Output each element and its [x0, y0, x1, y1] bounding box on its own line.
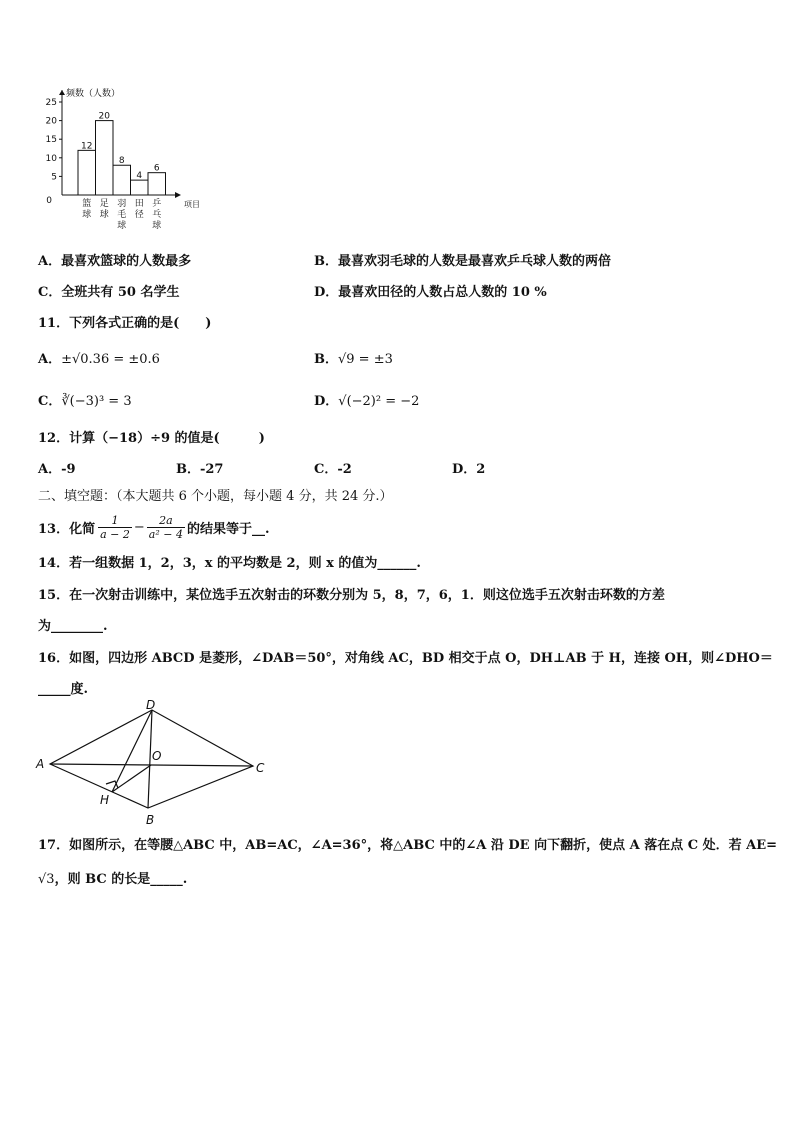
- section-heading-fill-in: 二、填空题：（本大题共 6 个小题，每小题 4 分，共 24 分.）: [38, 489, 393, 504]
- y-tick-label: 0: [46, 196, 52, 206]
- x-tick-label: 乒: [152, 199, 162, 209]
- bar-value-label: 6: [153, 163, 160, 174]
- question-15-line-1: 15．在一次射击训练中，某位选手五次射击的环数分别为 5，8，7，6，1．则这位选手五次射击环数的方差: [38, 588, 665, 603]
- q11-option-c-formula: ∛(−3)³ = 3: [61, 394, 132, 409]
- q13-fraction-2-numerator: 2a: [147, 514, 185, 528]
- q13-fraction-2-denominator: a² − 4: [148, 527, 183, 541]
- q11-option-c-label: C．: [38, 394, 62, 409]
- question-13: [38, 510, 270, 544]
- bar-chart: [30, 82, 230, 242]
- question-16-line-2: _____度.: [38, 682, 89, 697]
- q17-line-2-text: ，则 BC 的长是_____.: [54, 872, 188, 887]
- y-axis-label: 频数（人数）: [66, 89, 121, 99]
- q13-prefix: 13．化简: [38, 521, 96, 537]
- segment-dh: [112, 710, 152, 792]
- y-tick-label: 25: [45, 98, 57, 108]
- q13-fraction-1: [98, 514, 132, 541]
- x-tick-label: 乓: [152, 210, 162, 220]
- x-axis-label: 项目: [184, 200, 200, 209]
- bar: [131, 180, 149, 195]
- q11-option-a-label: A．: [38, 352, 62, 367]
- q10-option-c[interactable]: C．全班共有 50 名学生: [38, 285, 180, 300]
- bar: [113, 165, 131, 195]
- vertex-label-c: C: [256, 761, 265, 775]
- q10-option-d[interactable]: D．最喜欢田径的人数占总人数的 10 %: [314, 285, 547, 300]
- q10-option-b[interactable]: B．最喜欢羽毛球的人数是最喜欢乒乓球人数的两倍: [314, 254, 611, 269]
- vertex-label-b: B: [146, 813, 155, 827]
- x-tick-label: 球: [99, 210, 109, 220]
- question-11-stem: 11．下列各式正确的是( ): [38, 316, 212, 331]
- y-tick-label: 20: [45, 116, 57, 127]
- vertex-label-a: A: [36, 757, 45, 771]
- q10-option-a[interactable]: A．最喜欢篮球的人数最多: [38, 254, 192, 269]
- question-16-line-1: 16．如图，四边形 ABCD 是菱形，∠DAB＝50°，对角线 AC，BD 相交于点 O，DH⊥AB 于 H，连接 OH，则∠DHO＝: [38, 651, 773, 666]
- q11-option-c[interactable]: [38, 390, 132, 409]
- q11-option-d-label: D．: [314, 394, 339, 409]
- q13-minus-sign: −: [133, 519, 145, 535]
- q12-option-a[interactable]: A．-9: [38, 462, 76, 477]
- bar: [78, 150, 96, 195]
- x-tick-label: 球: [117, 221, 127, 231]
- q13-fraction-1-denominator: a − 2: [100, 527, 130, 541]
- bar-value-label: 20: [98, 111, 110, 122]
- q12-option-b[interactable]: B．-27: [176, 462, 224, 477]
- q11-option-d[interactable]: [314, 390, 419, 409]
- point-label-o: O: [152, 749, 162, 763]
- q11-option-b-label: B．: [314, 352, 338, 367]
- q11-option-a-formula: ±√0.36 = ±0.6: [61, 352, 160, 367]
- x-axis-arrow: [175, 192, 181, 198]
- x-tick-label: 羽: [117, 199, 127, 209]
- point-label-h: H: [100, 793, 110, 807]
- y-tick-label: 15: [45, 135, 57, 146]
- x-tick-label: 球: [152, 221, 162, 231]
- q12-option-c[interactable]: C．-2: [314, 462, 352, 477]
- rhombus-figure: [30, 698, 280, 828]
- q11-option-b[interactable]: [314, 348, 393, 367]
- question-17-line-2: [38, 868, 187, 887]
- y-axis-arrow: [59, 90, 65, 95]
- x-tick-label: 径: [134, 210, 144, 220]
- diagonal-ac: [50, 764, 253, 766]
- bar-value-label: 4: [136, 171, 143, 182]
- bar: [96, 121, 114, 195]
- q11-option-d-formula: √(−2)² = −2: [338, 394, 420, 409]
- bar: [148, 173, 166, 195]
- x-tick-label: 足: [99, 199, 109, 209]
- x-tick-label: 球: [82, 210, 92, 220]
- q17-sqrt3: √3: [38, 872, 55, 887]
- y-tick-label: 5: [51, 172, 57, 183]
- q13-fraction-2: [147, 514, 185, 541]
- q13-suffix: 的结果等于__.: [186, 521, 270, 537]
- x-tick-label: 田: [134, 199, 144, 209]
- y-tick-label: 10: [45, 153, 57, 164]
- q12-option-d[interactable]: D．2: [452, 462, 486, 477]
- bar-value-label: 8: [118, 156, 125, 167]
- question-17-line-1: 17．如图所示，在等腰△ABC 中，AB=AC，∠A=36°，将△ABC 中的∠A 沿 DE 向下翻折，使点 A 落在点 C 处．若 AE=: [38, 838, 778, 853]
- question-14: 14．若一组数据 1，2，3，x 的平均数是 2，则 x 的值为______.: [38, 556, 421, 571]
- question-12-stem: 12．计算（−18）÷9 的值是( ): [38, 431, 265, 446]
- bar-value-label: 12: [81, 141, 93, 152]
- x-tick-label: 篮: [82, 199, 92, 209]
- x-tick-label: 毛: [117, 210, 127, 220]
- vertex-label-d: D: [146, 698, 156, 712]
- q11-option-b-formula: √9 = ±3: [338, 352, 393, 367]
- q11-option-a[interactable]: [38, 348, 160, 367]
- q13-fraction-1-numerator: 1: [98, 514, 132, 528]
- question-15-line-2: 为________.: [38, 619, 108, 634]
